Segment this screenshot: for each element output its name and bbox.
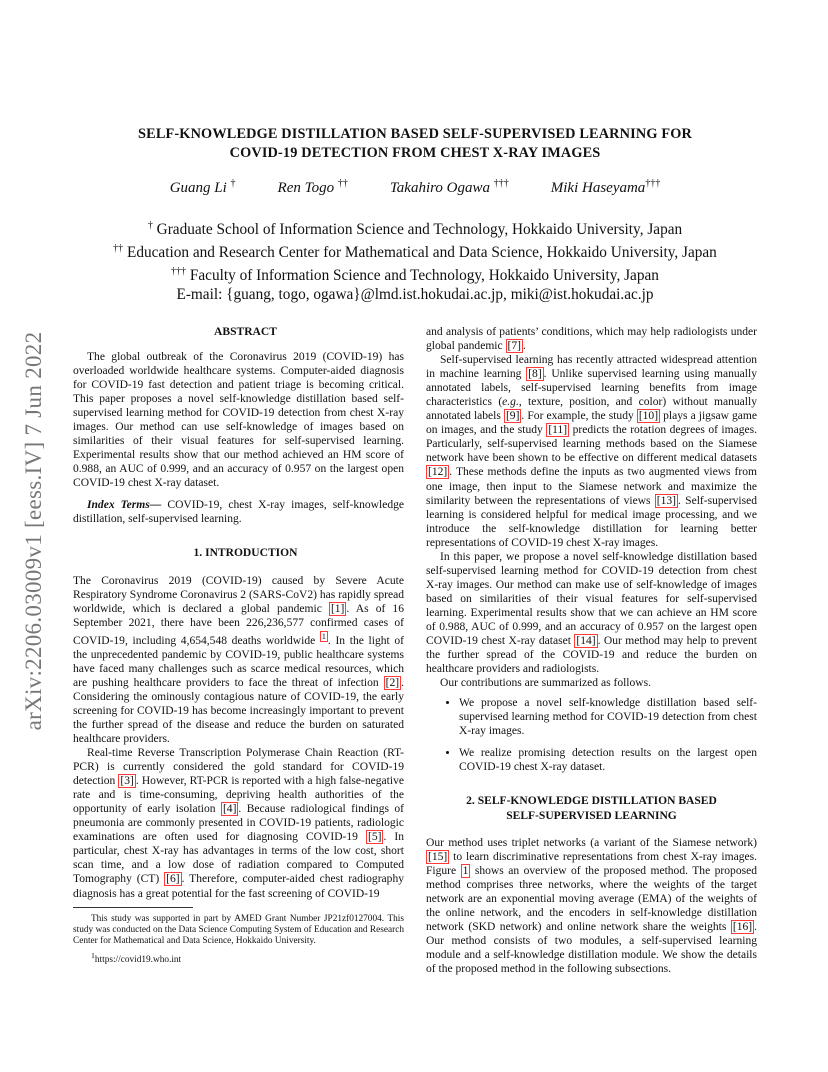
footnote-divider <box>73 907 193 908</box>
section-2-paragraph: Our method uses triplet networks (a variant of the Siamese network) [15] to learn discriminative representations from chest X-ray images. Figure 1 shows an overview of the proposed method. The proposed method comprises three networks, where the weights of the target network are an exponential moving average (EMA) of the weights of the online network, and the encoders in self-knowledge distillation network (SKD network) and online network share the weights [16] . Our method consists of two modules, a self-supervised learning module and a self-knowledge distillation module. We show the details of the proposed method in the following subsections. <box>426 836 757 975</box>
citation-link[interactable]: [15] <box>428 850 448 863</box>
footnotes <box>73 914 404 966</box>
citation-link[interactable]: [9] <box>505 410 520 423</box>
right-paragraph-2: In this paper, we propose a novel self-knowledge distillation based self-supervised learning method for COVID-19 detection from chest X-ray images. Our method can make use of self-knowledge of images based on similarities of their visual features for self-supervised learning. Experimental results show that we can achieve an HM score of 0.988, AUC of 0.999, and an accuracy of 0.957 on the largest open COVID-19 chest X-ray dataset [14] . Our method may help to prevent the further spread of the COVID-19 and reduce the burden on healthcare providers and radiologists. <box>426 550 757 676</box>
citation-link[interactable]: [3] <box>120 775 134 788</box>
citation-link[interactable]: [16] <box>732 920 753 933</box>
paper-title <box>90 125 740 163</box>
title-line-2: COVID-19 DETECTION FROM CHEST X-RAY IMAGES <box>229 145 601 161</box>
author-list <box>90 178 740 197</box>
email-line: E-mail: {guang, togo, ogawa}@lmd.ist.hokudai.ac.jp, miki@ist.hokudai.ac.jp <box>176 286 654 304</box>
citation-link[interactable]: [11] <box>548 424 568 437</box>
intro-paragraph-1: The Coronavirus 2019 (COVID-19) caused by Severe Acute Respiratory Syndrome Coronavirus 2 (SARS-CoV2) has rapidly spread worldwide, which is declared a global pandemic [1] . As of 16 September 2021, there have been 226,236,577 confirmed cases of COVID-19, including 4,654,548 deaths worldwide $^1$ . In the light of the unprecedented pandemic by COVID-19, public healthcare systems have faced many challenges such as scarce medical resources, which are pushing healthcare providers to face the threat of infection [2] . Considering the ominously contagious nature of COVID-19, the early screening for COVID-19 has become increasingly important to prevent the further spread of the disease and reduce the burden on saturated healthcare providers. <box>73 574 405 746</box>
citation-link[interactable]: [8] <box>528 368 542 381</box>
affiliations <box>90 216 740 304</box>
author: Guang Li † <box>169 178 236 196</box>
citation-link[interactable]: [13] <box>656 494 677 507</box>
abstract-text: The global outbreak of the Coronavirus 2019 (COVID-19) has overloaded worldwide healthcare systems. Computer-aided diagnosis for COVID-19 fast detection and patient triage is becoming critical. This paper proposes a novel self-knowledge distillation based self-supervised learning method for COVID-19 detection from chest X-ray images. Our method can use self-knowledge of images based on similarities of their visual features for self-supervised learning. Experimental results show that our method achieved an HM score of 0.988, an AUC of 0.999, and an accuracy of 0.957 on the largest open COVID-19 chest X-ray dataset. <box>73 351 404 490</box>
list-item: • We realize promising detection results on the largest open COVID-19 chest X-ray dataset. <box>459 746 757 774</box>
section-1-heading: 1. INTRODUCTION <box>193 546 298 559</box>
arxiv-identifier: arXiv:2206.03009v1 [eess.IV] 7 Jun 2022 <box>21 331 46 731</box>
affiliation: † Graduate School of Information Science and Technology, Hokkaido University, Japan <box>147 220 683 239</box>
citation-link[interactable]: [10] <box>638 410 659 423</box>
citation-link[interactable]: [6] <box>166 873 180 886</box>
affiliation: †† Education and Research Center for Mathematical and Data Science, Hokkaido University, Japan <box>113 243 717 262</box>
author: Ren Togo †† <box>277 178 348 196</box>
citation-link[interactable]: [5] <box>367 831 382 844</box>
citation-link[interactable]: [14] <box>576 635 596 648</box>
index-terms: Index Terms— COVID-19, chest X-ray images, self-knowledge distillation, self-supervised learning. <box>73 498 404 525</box>
title-line-1: SELF-KNOWLEDGE DISTILLATION BASED SELF-SUPERVISED LEARNING FOR <box>138 126 692 142</box>
funding-footnote: This study was supported in part by AMED Grant Number JP21zf0127004. This study was conducted on the Data Science Computing System of Education and Research Center for Mathematical and Data Science, Hokkaido University. <box>73 914 404 947</box>
footnote-link[interactable]: 1 <box>321 631 326 641</box>
citation-link[interactable]: [1] <box>330 602 345 615</box>
abstract-heading: ABSTRACT <box>214 326 277 338</box>
right-column <box>426 325 757 976</box>
citation-link[interactable]: [4] <box>222 803 237 816</box>
right-paragraph-1: Self-supervised learning has recently attracted widespread attention in machine learning [8] . Unlike supervised learning using manually annotated labels, self-supervised learning benefits from image characteristics (e.g., texture, position, and color) without manually annotated labels [9] . For example, the study [10] plays a jigsaw game on images, and the study [11] predicts the rotation degrees of images. Particularly, self-supervised learning methods based on the Siamese network have been shown to be effective on different medical datasets [12] . These methods define the inputs as two augmented views from one image, then input to the Siamese network and maximize the similarity between the representations of views [13] . Self-supervised learning is considered helpful for medical image processing, and we introduce the self-knowledge distillation for learning better representations of COVID-19 chest X-ray images. <box>426 354 758 549</box>
right-paragraph-0: and analysis of patients’ conditions, which may help radiologists under global pandemic [7] . <box>426 326 757 353</box>
author: Miki Haseyama††† <box>550 178 661 196</box>
contributions-intro: Our contributions are summarized as follows. <box>440 677 652 690</box>
author: Takahiro Ogawa ††† <box>389 178 509 196</box>
left-column <box>73 325 404 901</box>
affiliation: ††† Faculty of Information Science and Technology, Hokkaido University, Japan <box>171 266 659 285</box>
citation-link[interactable]: [12] <box>428 466 448 479</box>
list-item: • We propose a novel self-knowledge distillation based self-supervised learning method for COVID-19 detection from chest X-ray images. <box>459 696 757 738</box>
citation-link[interactable]: [2] <box>385 676 400 689</box>
intro-paragraph-2: Real-time Reverse Transcription Polymerase Chain Reaction (RT-PCR) is currently considered the gold standard for COVID-19 detection [3] . However, RT-PCR is reported with a high false-negative rate and is time-consuming, depriving health authorities of the opportunity of early isolation [4] . Because radiological findings of pneumonia are commonly presented in COVID-19 patients, radiologic examinations are often used for diagnosing COVID-19 [5] . In particular, chest X-ray has advantages in terms of the low cost, short scan time, and a low dose of radiation compared to Computed Tomography (CT) [6] . Therefore, computer-aided chest radiography diagnosis has a great potential for the fast screening of COVID-19 <box>73 747 404 900</box>
section-2-heading: 2. SELF-KNOWLEDGE DISTILLATION BASED SELF-SUPERVISED LEARNING <box>466 795 717 822</box>
url-footnote: $^1$https://covid19.who.int <box>91 950 182 965</box>
citation-link[interactable]: [7] <box>507 340 521 353</box>
contributions-list <box>426 696 757 774</box>
figure-link[interactable]: 1 <box>462 864 469 877</box>
